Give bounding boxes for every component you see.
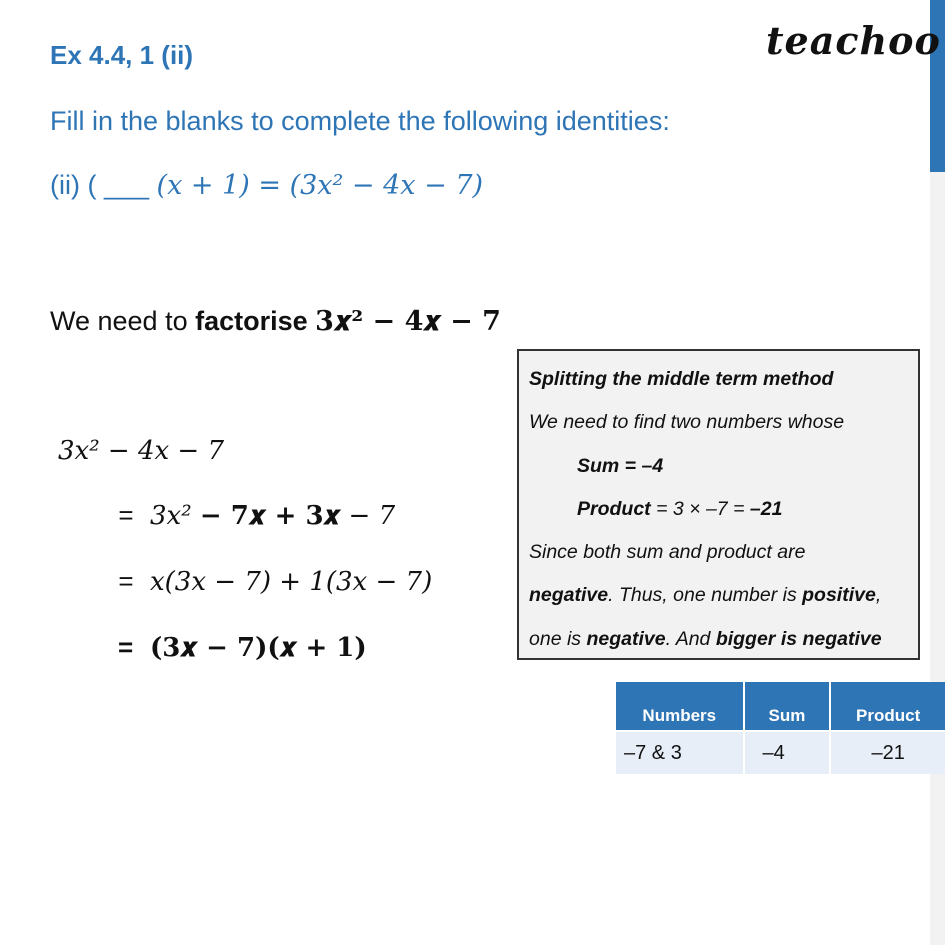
numbers-table <box>616 682 945 774</box>
cell-product: –21 <box>830 731 945 774</box>
text-segment: one is <box>529 628 587 650</box>
question-part <box>50 170 483 201</box>
step-line-3 <box>118 632 367 664</box>
method-line-6 <box>529 628 882 651</box>
step-line-0 <box>58 436 224 466</box>
intro-text: We need to <box>50 306 196 336</box>
method-line-4: Since both sum and product are <box>529 541 806 563</box>
step-expression: (𝟑𝒙 − 𝟕)(𝒙 + 𝟏) <box>150 633 367 663</box>
question-text: Fill in the blanks to complete the following identities: <box>50 106 670 136</box>
positive-word: positive <box>802 584 876 606</box>
negative-word: negative <box>586 628 666 650</box>
intro-line <box>50 306 501 338</box>
step-expression: 𝑥(3𝑥 − 7) + 1(3𝑥 − 7) <box>150 567 433 597</box>
method-title: Splitting the middle term method <box>529 368 834 390</box>
equals-sign: = <box>118 566 134 596</box>
product-label: Product <box>577 498 651 520</box>
intro-expression: 3𝒙² − 𝟒𝒙 − 𝟕 <box>315 306 501 337</box>
text-segment: , <box>875 584 882 606</box>
cell-sum: –4 <box>744 731 831 774</box>
step-pre: 3𝑥² <box>150 501 200 531</box>
text-segment: . Thus, one number is <box>608 584 803 606</box>
bigger-negative-phrase: bigger is negative <box>715 628 882 650</box>
method-explanation-box <box>517 349 920 660</box>
step-post: − 7 <box>340 501 396 531</box>
header-sum: Sum <box>744 682 831 731</box>
header-product: Product <box>830 682 945 731</box>
header-numbers: Numbers <box>616 682 744 731</box>
method-line-5 <box>529 584 881 607</box>
part-expression: (𝑥 + 1) = (3𝑥² − 4𝑥 − 7) <box>156 170 484 201</box>
negative-word: negative <box>529 584 609 606</box>
product-line <box>577 498 782 521</box>
exercise-heading: Ex 4.4, 1 (ii) <box>50 40 194 70</box>
step-line-2 <box>118 566 432 597</box>
product-value: –21 <box>749 498 783 520</box>
intro-bold: factorise <box>195 306 316 336</box>
step-line-1 <box>118 500 395 532</box>
product-calc: = 3 × –7 = <box>650 498 750 520</box>
method-line-1: We need to find two numbers whose <box>529 411 845 433</box>
teachoo-logo: teachoo <box>766 18 941 63</box>
table-header-row <box>616 682 945 731</box>
equals-sign: = <box>118 632 134 662</box>
part-label: (ii) ( ___ <box>50 170 157 200</box>
cell-numbers: –7 & 3 <box>616 731 744 774</box>
table-row <box>616 731 945 774</box>
text-segment: . And <box>665 628 716 650</box>
sum-label: Sum = –4 <box>577 455 664 477</box>
step-bold: − 𝟕𝒙 + 𝟑𝒙 <box>199 501 341 531</box>
step-expression: 3𝑥² − 4𝑥 − 7 <box>58 436 225 466</box>
equals-sign: = <box>118 500 134 530</box>
